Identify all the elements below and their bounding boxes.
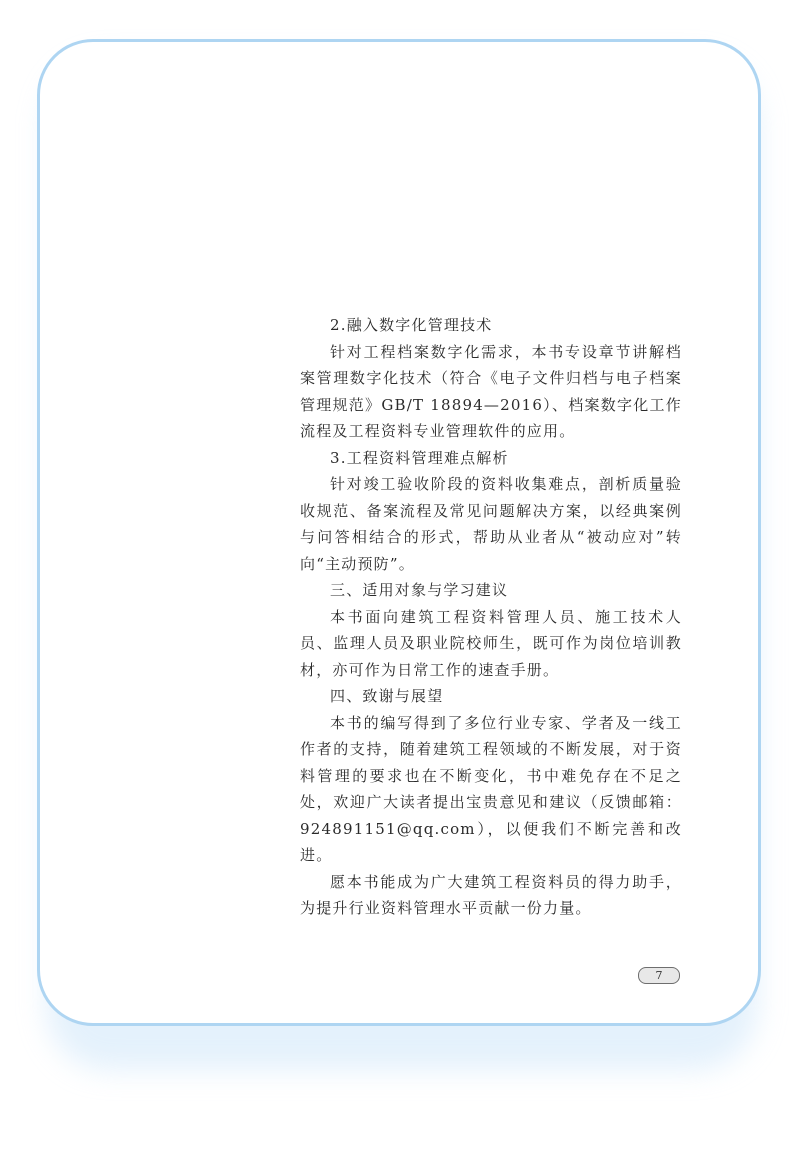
paragraph-audience: 本书面向建筑工程资料管理人员、施工技术人员、监理人员及职业院校师生，既可作为岗位培训教材，亦可作为日常工作的速查手册。 [300,607,682,679]
paragraph-digital-tech: 针对工程档案数字化需求，本书专设章节讲解档案管理数字化技术（符合《电子文件归档与电子档案管理规范》GB/T 18894—2016）、档案数字化工作流程及工程资料专业管理软件的应用。 [300,342,682,440]
section-heading-digital-tech: 2.融入数字化管理技术 [330,316,493,334]
section-heading-acknowledgements: 四、致谢与展望 [330,687,444,705]
page-body [300,312,682,922]
section-heading-difficulties: 3.工程资料管理难点解析 [330,448,509,467]
section-heading-audience: 三、适用对象与学习建议 [330,581,509,599]
page-number-badge: 7 [638,967,680,984]
paragraph-acknowledgements: 本书的编写得到了多位行业专家、学者及一线工作者的支持，随着建筑工程领域的不断发展，对于资料管理的要求也在不断变化，书中难免存在不足之处，欢迎广大读者提出宝贵意见和建议（反馈邮箱：924891151@qq.com），以便我们不断完善和改进。 [300,713,682,864]
paragraph-closing: 愿本书能成为广大建筑工程资料员的得力助手，为提升行业资料管理水平贡献一份力量。 [300,872,682,917]
paragraph-difficulties: 针对竣工验收阶段的资料收集难点，剖析质量验收规范、备案流程及常见问题解决方案，以经典案例与问答相结合的形式，帮助从业者从“被动应对”转向“主动预防”。 [300,475,682,573]
